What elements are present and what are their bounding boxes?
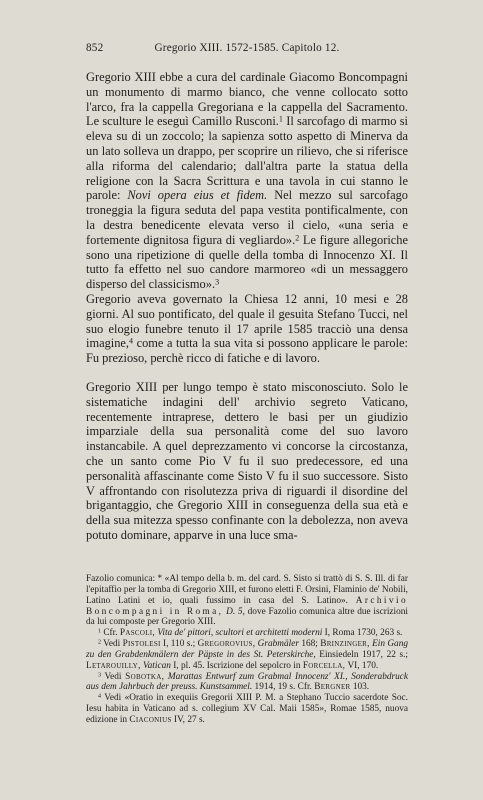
footnote-number: 4: [98, 693, 102, 700]
footnote-ref: 1: [278, 114, 283, 124]
text-segment: Vedi: [101, 671, 126, 682]
text-segment: I, pl. 45. Iscrizione del sepolcro in: [170, 660, 303, 671]
work-title: Vatican: [143, 660, 171, 671]
archive-shelfmark: D. 5,: [226, 606, 245, 617]
text-segment: Gregorio XIII ebbe a cura del cardinale Giacomo Boncompagni un monumento di marmo bianco, che venne collocato sotto l'arco, fra la cappella Gregoriana e la cappella del Sacramento. Le sculture le eseguì Camillo Rusconi.: [86, 70, 408, 129]
footnotes: [86, 574, 408, 726]
text-segment: I, Roma 1730, 263 s.: [322, 628, 403, 639]
text-segment: IV, 27 s.: [171, 714, 205, 725]
text-segment: Einsiedeln 1917, 22 s.;: [315, 649, 408, 660]
text-segment: Gregorio aveva governato la Chiesa 12 anni, 10 mesi e 28 giorni. Al suo pontificato, del quale il gesuita Stefano Tucci, nel suo elogio funebre tenuto il 17 aprile 1585 tracciò una densa imagine,: [86, 291, 408, 351]
text-segment: Fazolio comunica: * «Al tempo della b. m. del card. S. Sisto si trattò di S. S. Ill. di far l'epitaffio per la tomba di Gregorio XIII, et furono eletti F. Orsini, Flaminio de' Nobili, Latino Latini et io, quali fussimo in casa del S. Latino».: [86, 574, 408, 606]
page-number: 852: [86, 42, 104, 54]
author-name: Brinzinger,: [320, 639, 370, 650]
footnote-1: [86, 628, 408, 639]
footnote-ref: 2: [295, 233, 300, 243]
footnote-number: 3: [98, 671, 102, 678]
paragraph-assessment: Gregorio XIII per lungo tempo è stato misconosciuto. Solo le sistematiche indagini dell' archivio segreto Vaticano, recentemente intraprese, dettero le basi per un giudizio imparziale della sua personalità come del suo lavoro instancabile. A quel deprezzamento vi concorse la circostanza, che un santo come Pio V fu il suo predecessore, ed una personalità affascinante come Sisto V fu il suo successore. Sisto V affrontando con risolutezza priva di riguardi il disordine del brigantaggio, che Gregorio XIII in conseguenza della sua età e della sua mitezza spesso confinante con la debolezza, non aveva potuto dominare, apparve in una luce sma-: [86, 379, 408, 542]
text-segment: I, 110 s.;: [160, 639, 198, 650]
work-title: Marattas Entwurf zum Grabmal Innocenz' XI., Sonderabdruck aus dem Jahrbuch der preuss. Kunstsammel.: [86, 671, 409, 693]
text-segment: Nel mezzo sul sarcofago troneggia la figura seduta del papa vestita pontificalmente, con la destra benedicente elevata verso il cielo, «una seria e fortemente dignitosa figura di vegliardo».: [86, 188, 409, 247]
text-segment: VI, 170.: [345, 660, 379, 671]
author-name: Pistolesi: [122, 639, 161, 650]
paragraph-tomb: [86, 70, 408, 292]
text-segment: dove Fazolio comunica altre due iscrizioni da lui composte per Gregorio XIII.: [86, 606, 409, 628]
text-segment: Le figure allegoriche sono una ripetizione di quelle della tomba di Innocenzo XI. Il tutto fa effetto nel suo candore marmoreo «di un messaggero disperso del classicismo».: [86, 232, 408, 292]
running-title: Gregorio XIII. 1572-1585. Capitolo 12.: [154, 42, 340, 54]
paragraph-reign: [86, 292, 408, 366]
author-name: Letarouilly,: [86, 660, 141, 671]
author-name: Bergner: [314, 682, 351, 693]
text-segment: come a tutta la sua vita si possono applicare le parole: Fu prezioso, perchè ricco di fatiche e di lavoro.: [86, 336, 408, 366]
main-text: [86, 70, 408, 543]
author-name: Ciaconius: [129, 714, 172, 725]
text-segment: 168;: [299, 639, 321, 650]
author-name: Gregorovius,: [197, 639, 256, 650]
work-title: Ein Gang zu den Grabdenkmälern der Päpste in des St. Peterskirche,: [86, 639, 409, 660]
text-segment: 103.: [350, 682, 370, 693]
text-segment: Vedi: [101, 639, 123, 650]
text-segment: Cfr.: [101, 628, 120, 639]
work-title: Grabmäler: [257, 639, 299, 650]
archive-name: Archivio Boncompagni in Roma,: [86, 595, 408, 617]
section-gap: [86, 366, 408, 380]
text-segment: Vedi «Oratio in exequiis Gregorii XIII P. M. a Stephano Tuccio sacerdote Soc. Iesu habita in Vaticano ad s. collegium XV Cal. Maii 1585», Romae 1585, nuova edizione in: [86, 693, 408, 725]
footnote-3: [86, 672, 408, 694]
text-segment: 1914, 19 s. Cfr.: [252, 682, 315, 693]
author-name: Forcella,: [302, 660, 346, 671]
work-title: Vita de' pittori, scultori et architetti moderni: [157, 628, 323, 639]
footnote-continuation: [86, 574, 408, 628]
inscription-quote: Novi opera eius et fidem.: [127, 188, 268, 203]
text-segment: Il sarcofago di marmo si eleva su di un zoccolo; la sapienza sotto aspetto di Minerva da un lato solleva un drappo, per scoprire un rilievo, che si riferisce alla riforma del calendario; dall'altra parte la statua della religione con la Sacra Scrittura e una tavola in cui stanno le parole:: [86, 114, 409, 203]
author-name: Pascoli,: [119, 628, 156, 639]
footnote-number: 2: [98, 639, 102, 646]
footnote-number: 1: [98, 628, 102, 635]
author-name: Sobotka,: [125, 671, 165, 682]
footnote-ref: 4: [129, 336, 134, 346]
footnote-2: [86, 639, 408, 672]
footnote-4: [86, 693, 408, 726]
footnote-ref: 3: [215, 277, 220, 287]
